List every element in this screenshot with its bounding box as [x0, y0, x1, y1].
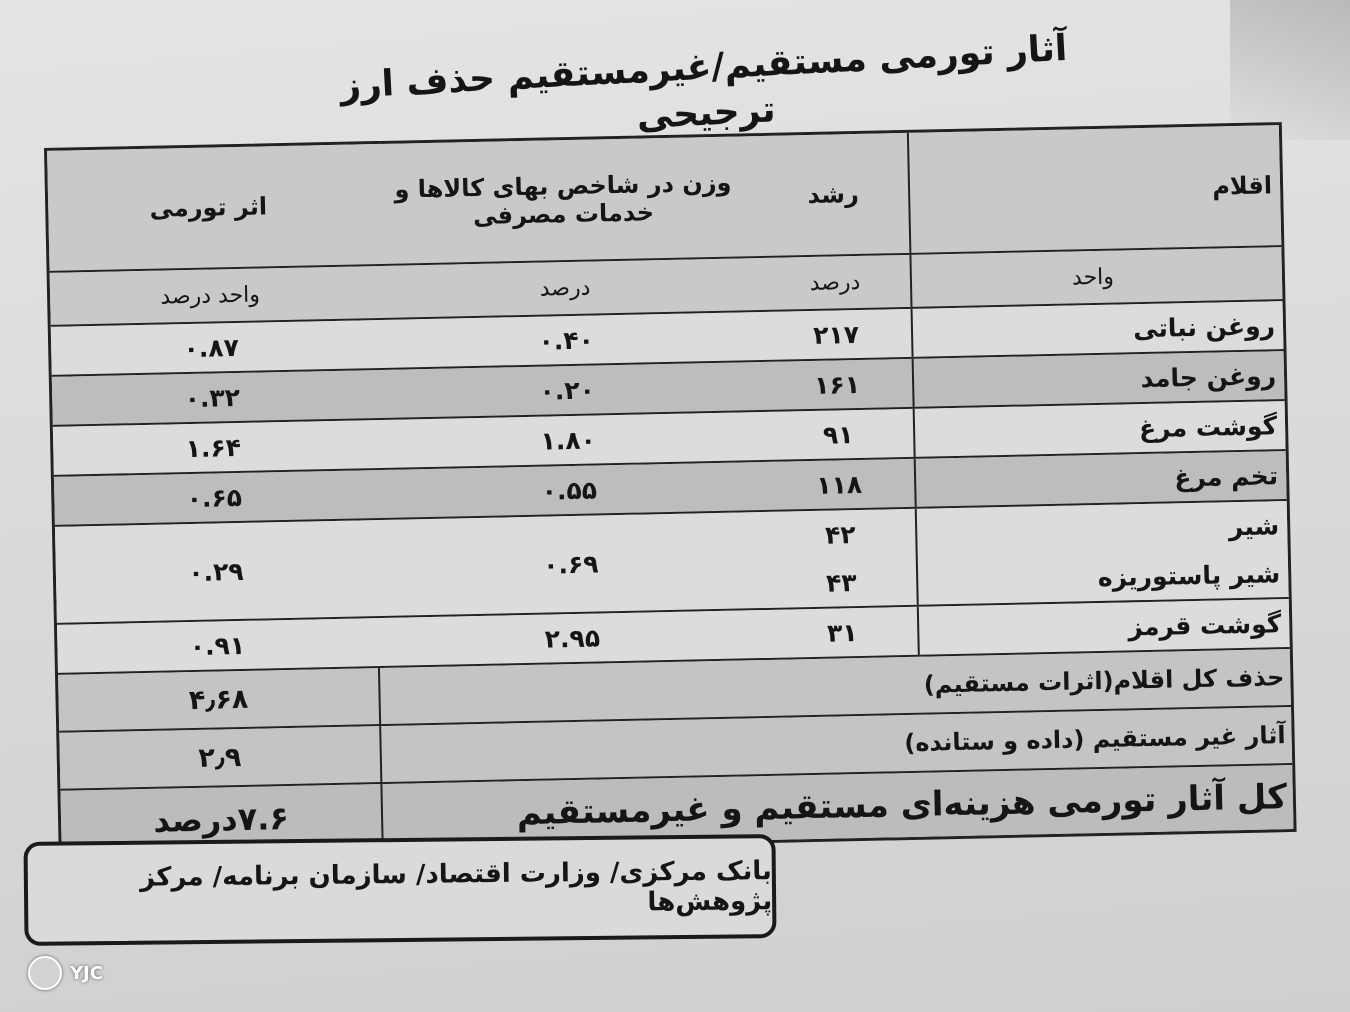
row-growth: ۳۱ [826, 617, 858, 648]
row-growth: ۹۱ [822, 419, 854, 450]
row-effect: ۰.۸۷ [183, 332, 240, 363]
row-growth: ۱۱۸ [816, 469, 863, 500]
summary-value: ۲٫۹ [197, 741, 242, 774]
row-weight: ۰.۵۵ [541, 474, 598, 506]
row-effect: ۱.۶۴ [185, 432, 242, 463]
row-item: روغن نباتی [911, 301, 1284, 357]
inflation-table [44, 122, 1297, 858]
summary-value: ۴٫۶۸ [188, 683, 249, 716]
source-text: بانک مرکزی/ وزارت اقتصاد/ سازمان برنامه/ مرکز پژوهش‌ها [139, 856, 773, 918]
unit-items: واحد [909, 247, 1282, 307]
row-item: شیر پاستوریزه [1097, 558, 1281, 592]
header-items: اقلام [907, 125, 1281, 253]
row-weight: ۲.۹۵ [544, 622, 601, 654]
row-item: گوشت مرغ [913, 401, 1286, 457]
row-item: تخم مرغ [914, 451, 1287, 507]
watermark-logo [28, 956, 103, 990]
row-effect: ۰.۳۲ [184, 382, 241, 413]
row-effect: ۰.۹۱ [189, 630, 246, 661]
summary-label: آثار غیر مستقیم (داده و ستانده) [379, 707, 1292, 782]
total-label: کل آثار تورمی هزینه‌ای مستقیم و غیرمستقیم [380, 765, 1293, 848]
row-weight: ۰.۲۰ [539, 375, 596, 406]
row-growth: ۴۳ [825, 567, 857, 598]
header-weight: وزن در شاخص بهای کالاها و خدمات مصرفی [394, 168, 732, 231]
total-value: ۷.۶درصد [152, 799, 290, 840]
row-weight: ۰.۶۹ [542, 548, 599, 580]
source-box [23, 834, 776, 946]
row-effect: ۰.۶۵ [186, 482, 243, 513]
title-line: آثار تورمی مستقیم/غیرمستقیم حذف ارز ترجیحی [339, 27, 1069, 138]
row-growth: ۲۱۷ [812, 319, 860, 350]
milk-items [915, 501, 1289, 605]
row-growth: ۱۶۱ [813, 369, 861, 400]
summary-label: حذف کل اقلام(اثرات مستقیم) [378, 649, 1291, 724]
row-weight: ۱.۸۰ [540, 425, 597, 456]
watermark-text: YJC [70, 962, 103, 984]
row-item: روغن جامد [912, 351, 1285, 407]
row-item: گوشت قرمز [917, 599, 1290, 655]
milk-growth [765, 509, 917, 608]
header-effect: اثر تورمی [149, 192, 268, 223]
header-growth: رشد [807, 179, 860, 210]
unit-weight: درصد [539, 275, 591, 302]
yjc-logo-icon [28, 956, 62, 990]
row-growth: ۴۲ [824, 519, 856, 550]
page-corner [1230, 0, 1350, 140]
row-effect: ۰.۲۹ [187, 556, 244, 587]
unit-effect: واحد درصد [160, 282, 261, 310]
unit-growth: درصد [809, 269, 861, 296]
row-item: شیر [1228, 510, 1280, 541]
row-weight: ۰.۴۰ [538, 325, 595, 356]
